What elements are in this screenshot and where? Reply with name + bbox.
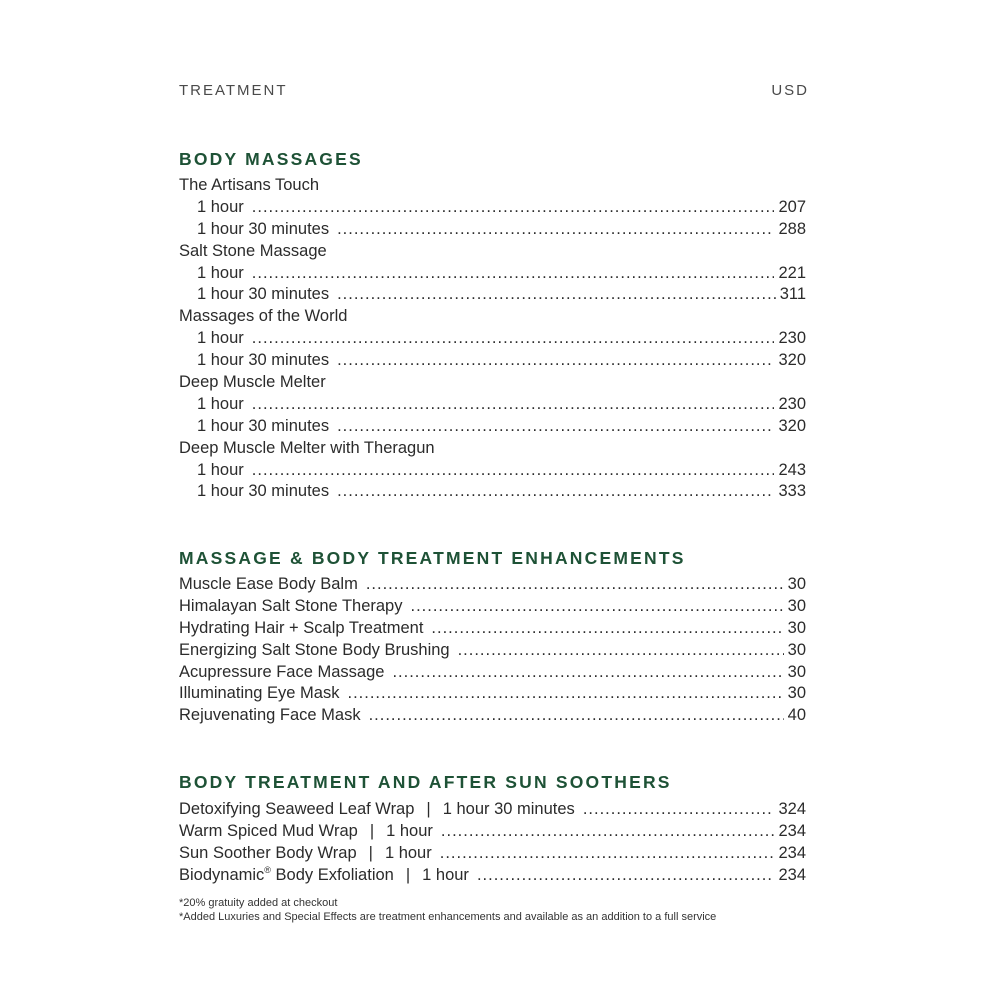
price-row: [179, 619, 806, 641]
price-row: [179, 220, 806, 242]
dot-leader: [252, 264, 775, 283]
dot-leader: [583, 800, 775, 819]
separator: |: [369, 821, 375, 840]
price-row: [179, 641, 806, 663]
enhancements-note: *Added Luxuries and Special Effects are treatment enhancements and available as an addition to a full service: [179, 911, 717, 923]
treatment-label: Biodynamic: [179, 865, 265, 884]
price: 243: [778, 460, 806, 479]
treatment-name: [179, 822, 441, 841]
duration-label: 1 hour 30 minutes: [197, 416, 330, 435]
dot-leader: [392, 663, 783, 682]
price-row: [179, 482, 806, 504]
price: 30: [787, 618, 806, 637]
dot-leader: [366, 575, 784, 594]
treatment-name: Himalayan Salt Stone Therapy: [179, 596, 403, 615]
price: 40: [787, 706, 806, 725]
separator: |: [368, 843, 373, 862]
treatment-name: Muscle Ease Body Balm: [179, 575, 358, 593]
section-title-body-treatment: BODY TREATMENT AND AFTER SUN SOOTHERS: [179, 772, 672, 792]
price: 30: [787, 684, 806, 703]
price-row: [179, 597, 806, 619]
treatment-name: Rejuvenating Face Mask: [179, 706, 361, 725]
dot-leader: [431, 619, 783, 638]
dot-leader: [252, 461, 775, 480]
duration-label: 1 hour: [197, 460, 244, 479]
dot-leader: [337, 482, 774, 501]
price-row: [179, 800, 806, 822]
treatment-column-label: TREATMENT: [179, 82, 288, 99]
price-row: [179, 417, 806, 439]
price: 221: [778, 263, 806, 282]
section-title-body-massages: BODY MASSAGES: [179, 149, 363, 169]
price-row: [179, 285, 806, 307]
duration-label: 1 hour: [197, 197, 244, 216]
price: 207: [778, 197, 806, 216]
price-row: [179, 351, 806, 373]
price-row: [179, 264, 806, 286]
dot-leader: [410, 597, 783, 616]
treatment-name: Hydrating Hair + Scalp Treatment: [179, 618, 424, 637]
dot-leader: [477, 866, 775, 885]
price-row: [179, 663, 806, 685]
duration-label: 1 hour 30 minutes: [197, 482, 330, 501]
treatment-name: [179, 800, 583, 819]
treatment-name: [179, 866, 477, 885]
price: 234: [778, 865, 806, 884]
gratuity-note: *20% gratuity added at checkout: [179, 897, 338, 909]
duration-label: 1 hour: [422, 865, 469, 884]
duration-label: 1 hour: [197, 263, 244, 282]
section-title-enhancements: MASSAGE & BODY TREATMENT ENHANCEMENTS: [179, 548, 686, 568]
dot-leader: [252, 395, 775, 414]
price-row: [179, 395, 806, 417]
price: 234: [778, 843, 806, 862]
treatment-label: Detoxifying Seaweed Leaf Wrap: [179, 800, 415, 818]
duration-label: 1 hour 30 minutes: [197, 219, 330, 238]
dot-leader: [337, 351, 774, 370]
price: 230: [778, 329, 806, 348]
dot-leader: [458, 641, 784, 660]
body-massages-list: [179, 176, 806, 504]
dot-leader: [337, 285, 776, 304]
dot-leader: [369, 706, 784, 725]
price: 30: [787, 662, 806, 681]
price-row: [179, 198, 806, 220]
duration-label: 1 hour 30 minutes: [442, 800, 575, 818]
treatment-label: Sun Soother Body Wrap: [179, 843, 357, 862]
price: 324: [778, 800, 806, 818]
enhancements-list: [179, 575, 806, 728]
price-row: [179, 844, 806, 866]
footnotes: [179, 896, 716, 924]
dot-leader: [337, 220, 774, 239]
treatment-label-rest: Body Exfoliation: [270, 865, 394, 884]
price-row: [179, 822, 806, 844]
price-row: [179, 329, 806, 351]
treatment-name: Salt Stone Massage: [179, 241, 327, 260]
treatment-label: Warm Spiced Mud Wrap: [179, 821, 358, 840]
dot-leader: [252, 198, 775, 217]
dot-leader: [440, 844, 775, 863]
table-header: [179, 82, 809, 99]
price: 288: [778, 219, 806, 238]
price-row: [179, 684, 806, 706]
separator: |: [405, 865, 411, 884]
treatment-name: Massages of the World: [179, 307, 348, 326]
price: 234: [778, 821, 806, 840]
price: 30: [787, 640, 806, 659]
treatment-name: Acupressure Face Massage: [179, 662, 385, 681]
price: 30: [787, 596, 806, 615]
duration-label: 1 hour: [386, 821, 433, 840]
currency-column-label: USD: [771, 82, 809, 99]
price: 333: [778, 482, 806, 501]
price-row: [179, 866, 806, 888]
price-row: [179, 575, 806, 597]
duration-label: 1 hour: [384, 843, 432, 862]
price-row: [179, 706, 806, 728]
duration-label: 1 hour 30 minutes: [197, 351, 330, 370]
price: 230: [778, 394, 806, 413]
duration-label: 1 hour: [197, 394, 244, 413]
treatment-name: [179, 844, 440, 863]
separator: |: [426, 800, 431, 818]
duration-label: 1 hour: [197, 329, 244, 348]
treatment-name: The Artisans Touch: [179, 176, 320, 194]
treatment-name: Illuminating Eye Mask: [179, 684, 340, 703]
body-treatment-list: [179, 800, 806, 888]
dot-leader: [441, 822, 775, 841]
treatment-name: Deep Muscle Melter with Theragun: [179, 438, 435, 457]
price-row: [179, 461, 806, 483]
dot-leader: [252, 329, 775, 348]
registered-mark: ®: [264, 864, 271, 875]
treatment-name: Energizing Salt Stone Body Brushing: [179, 640, 450, 659]
price: 320: [778, 416, 806, 435]
treatment-name: Deep Muscle Melter: [179, 373, 326, 392]
price: 311: [779, 285, 806, 304]
duration-label: 1 hour 30 minutes: [197, 285, 330, 304]
dot-leader: [337, 417, 774, 436]
price: 320: [778, 351, 806, 370]
price: 30: [787, 575, 806, 593]
dot-leader: [347, 684, 783, 703]
